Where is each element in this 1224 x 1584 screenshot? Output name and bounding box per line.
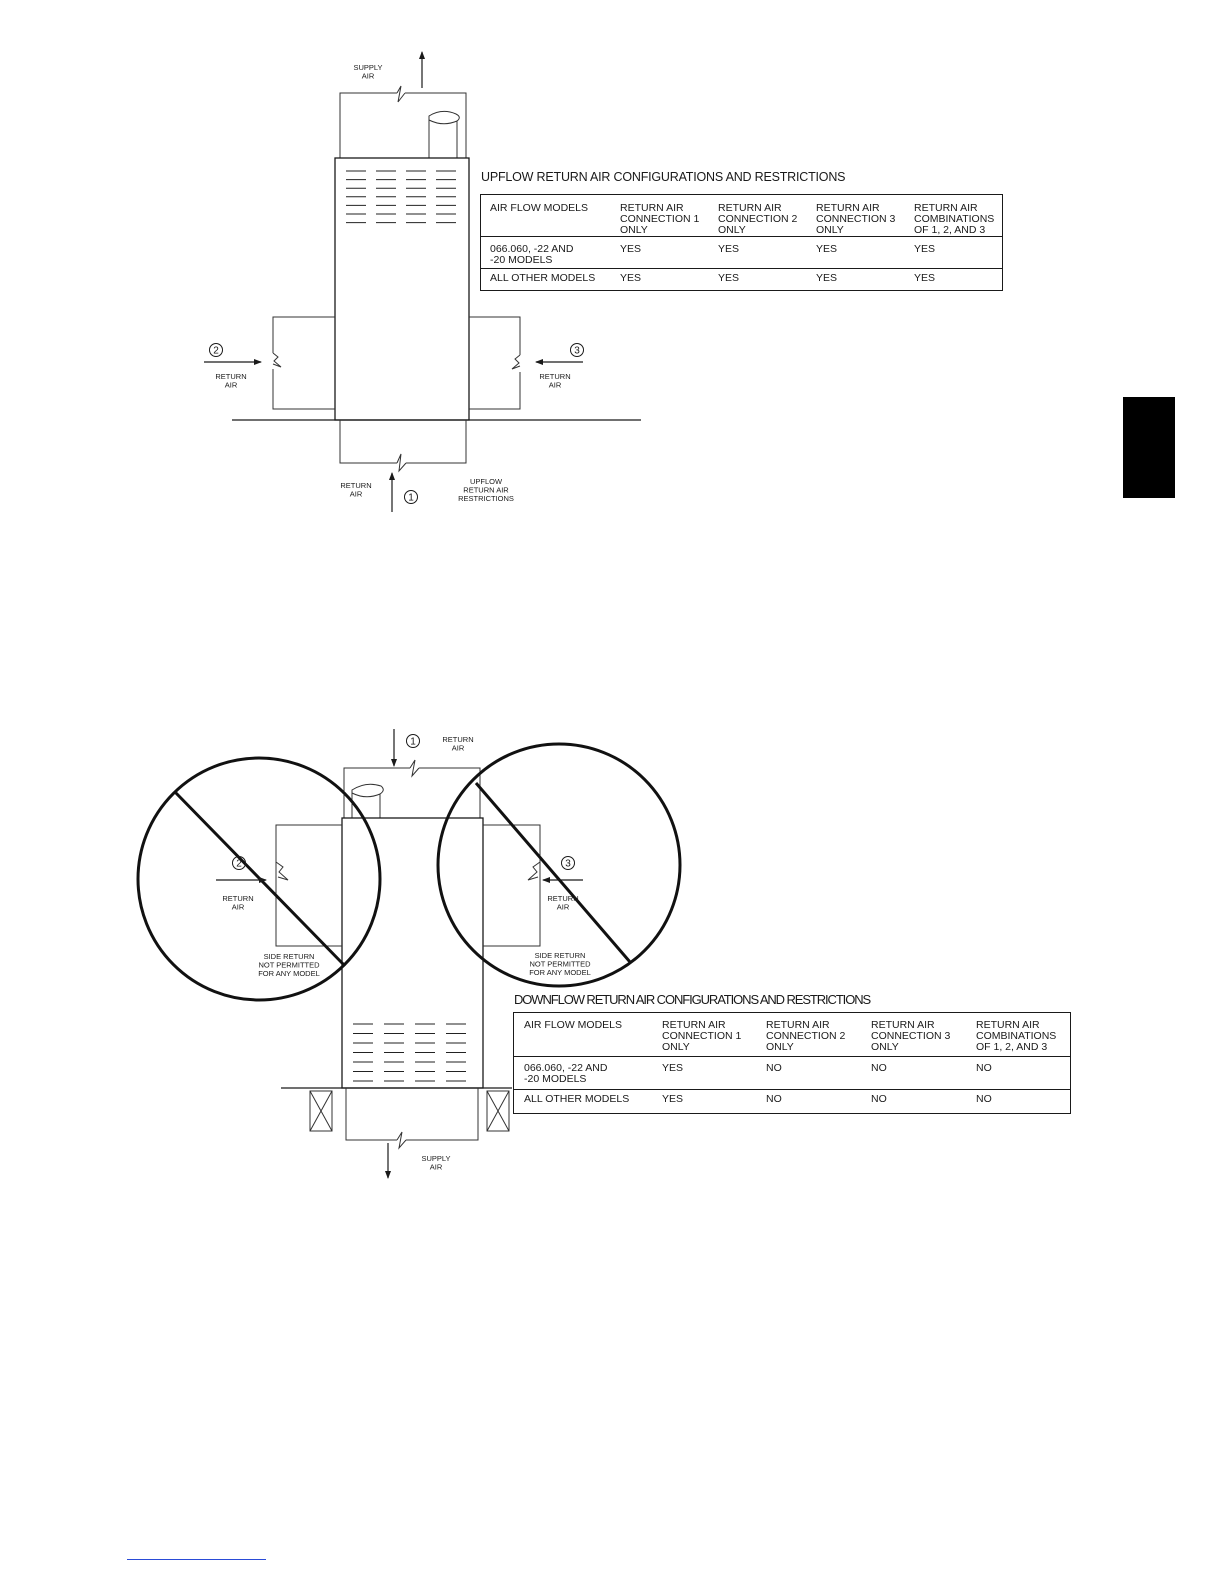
column-header: RETURN AIR COMBINATIONS OF 1, 2, AND 3 bbox=[914, 202, 995, 236]
downflow-vent-pipe bbox=[352, 784, 383, 818]
svg-text:3: 3 bbox=[574, 345, 580, 357]
table-cell: YES bbox=[816, 243, 838, 255]
downflow-side-return-left-note: SIDE RETURN NOT PERMITTED FOR ANY MODEL bbox=[258, 952, 320, 978]
upflow-return-air-1-label: RETURN AIR bbox=[340, 481, 372, 499]
table-row bbox=[514, 1090, 1071, 1114]
column-header: RETURN AIR COMBINATIONS OF 1, 2, AND 3 bbox=[976, 1019, 1057, 1053]
upflow-connection-3-marker bbox=[571, 344, 584, 357]
table-cell: NO bbox=[766, 1093, 782, 1105]
downflow-furnace-cabinet bbox=[342, 818, 483, 1088]
table-cell: YES bbox=[718, 243, 740, 255]
column-header: RETURN AIR CONNECTION 3 ONLY bbox=[816, 202, 896, 236]
section-tab-marker bbox=[1123, 397, 1175, 498]
downflow-side-return-right-note: SIDE RETURN NOT PERMITTED FOR ANY MODEL bbox=[529, 951, 591, 977]
downflow-return-air-left-label: RETURN AIR bbox=[222, 894, 254, 912]
downflow-connection-1-marker bbox=[407, 735, 420, 748]
upflow-bottom-return-duct bbox=[340, 420, 466, 471]
downflow-louvers bbox=[353, 1024, 466, 1081]
column-header: AIR FLOW MODELS bbox=[490, 202, 589, 214]
downflow-return-air-top-label: RETURN AIR bbox=[442, 735, 474, 753]
upflow-supply-air-label: SUPPLY AIR bbox=[353, 63, 383, 81]
column-header: RETURN AIR CONNECTION 2 ONLY bbox=[718, 202, 798, 236]
table-cell: YES bbox=[718, 272, 740, 284]
table-row bbox=[481, 269, 1003, 291]
upflow-right-return-duct bbox=[469, 317, 520, 409]
table-cell: YES bbox=[662, 1093, 684, 1105]
downflow-right-return-duct bbox=[483, 825, 540, 946]
table-cell: 066.060, -22 AND -20 MODELS bbox=[490, 243, 574, 266]
downflow-return-air-right-label: RETURN AIR bbox=[547, 894, 579, 912]
downflow-supply-plenum bbox=[346, 1088, 478, 1148]
upflow-return-air-3-label: RETURN AIR bbox=[539, 372, 571, 390]
table-cell: NO bbox=[976, 1062, 992, 1074]
upflow-supply-plenum bbox=[340, 86, 466, 158]
table-cell: YES bbox=[816, 272, 838, 284]
upflow-connection-1-marker bbox=[405, 491, 418, 504]
downflow-left-support-block bbox=[310, 1091, 332, 1131]
upflow-left-return-duct bbox=[273, 317, 335, 409]
column-header: RETURN AIR CONNECTION 1 ONLY bbox=[662, 1019, 742, 1053]
column-header: RETURN AIR CONNECTION 3 ONLY bbox=[871, 1019, 951, 1053]
svg-text:3: 3 bbox=[565, 858, 571, 870]
downflow-connection-3-marker bbox=[562, 857, 575, 870]
table-cell: 066.060, -22 AND -20 MODELS bbox=[524, 1062, 608, 1085]
footer-rule bbox=[127, 1559, 266, 1560]
table-row bbox=[481, 237, 1003, 269]
upflow-return-air-2-label: RETURN AIR bbox=[215, 372, 247, 390]
upflow-louvers bbox=[346, 171, 456, 223]
column-header: RETURN AIR CONNECTION 2 ONLY bbox=[766, 1019, 846, 1053]
column-header: AIR FLOW MODELS bbox=[524, 1019, 623, 1031]
upflow-caption: UPFLOW RETURN AIR RESTRICTIONS bbox=[458, 477, 514, 503]
svg-text:1: 1 bbox=[410, 736, 416, 748]
table-cell: YES bbox=[914, 243, 936, 255]
downflow-top-return-plenum bbox=[344, 760, 480, 818]
table-cell: NO bbox=[871, 1062, 887, 1074]
table-cell: NO bbox=[871, 1093, 887, 1105]
table-cell: YES bbox=[914, 272, 936, 284]
upflow-vent-pipe bbox=[429, 111, 459, 158]
svg-text:2: 2 bbox=[213, 345, 219, 357]
svg-text:1: 1 bbox=[408, 492, 414, 504]
column-header: RETURN AIR CONNECTION 1 ONLY bbox=[620, 202, 700, 236]
downflow-right-support-block bbox=[487, 1091, 509, 1131]
table-cell: ALL OTHER MODELS bbox=[524, 1093, 630, 1105]
table-cell: YES bbox=[620, 243, 642, 255]
table-cell: NO bbox=[976, 1093, 992, 1105]
table-cell: ALL OTHER MODELS bbox=[490, 272, 596, 284]
downflow-supply-air-label: SUPPLY AIR bbox=[421, 1154, 451, 1172]
upflow-config-table bbox=[480, 194, 1003, 291]
table-cell: YES bbox=[662, 1062, 684, 1074]
upflow-table-title: UPFLOW RETURN AIR CONFIGURATIONS AND RESTRICTIONS bbox=[481, 170, 846, 184]
table-row bbox=[514, 1057, 1071, 1090]
table-cell: NO bbox=[766, 1062, 782, 1074]
table-header-row bbox=[481, 195, 1003, 237]
svg-text:2: 2 bbox=[236, 858, 242, 870]
downflow-table-title: DOWNFLOW RETURN AIR CONFIGURATIONS AND RESTRICTIONS bbox=[514, 992, 871, 1007]
table-header-row bbox=[514, 1013, 1071, 1057]
downflow-config-table bbox=[513, 1012, 1071, 1114]
downflow-right-prohibition-sign bbox=[438, 744, 680, 986]
table-cell: YES bbox=[620, 272, 642, 284]
downflow-diagram bbox=[276, 760, 540, 1148]
upflow-connection-2-marker bbox=[210, 344, 223, 357]
